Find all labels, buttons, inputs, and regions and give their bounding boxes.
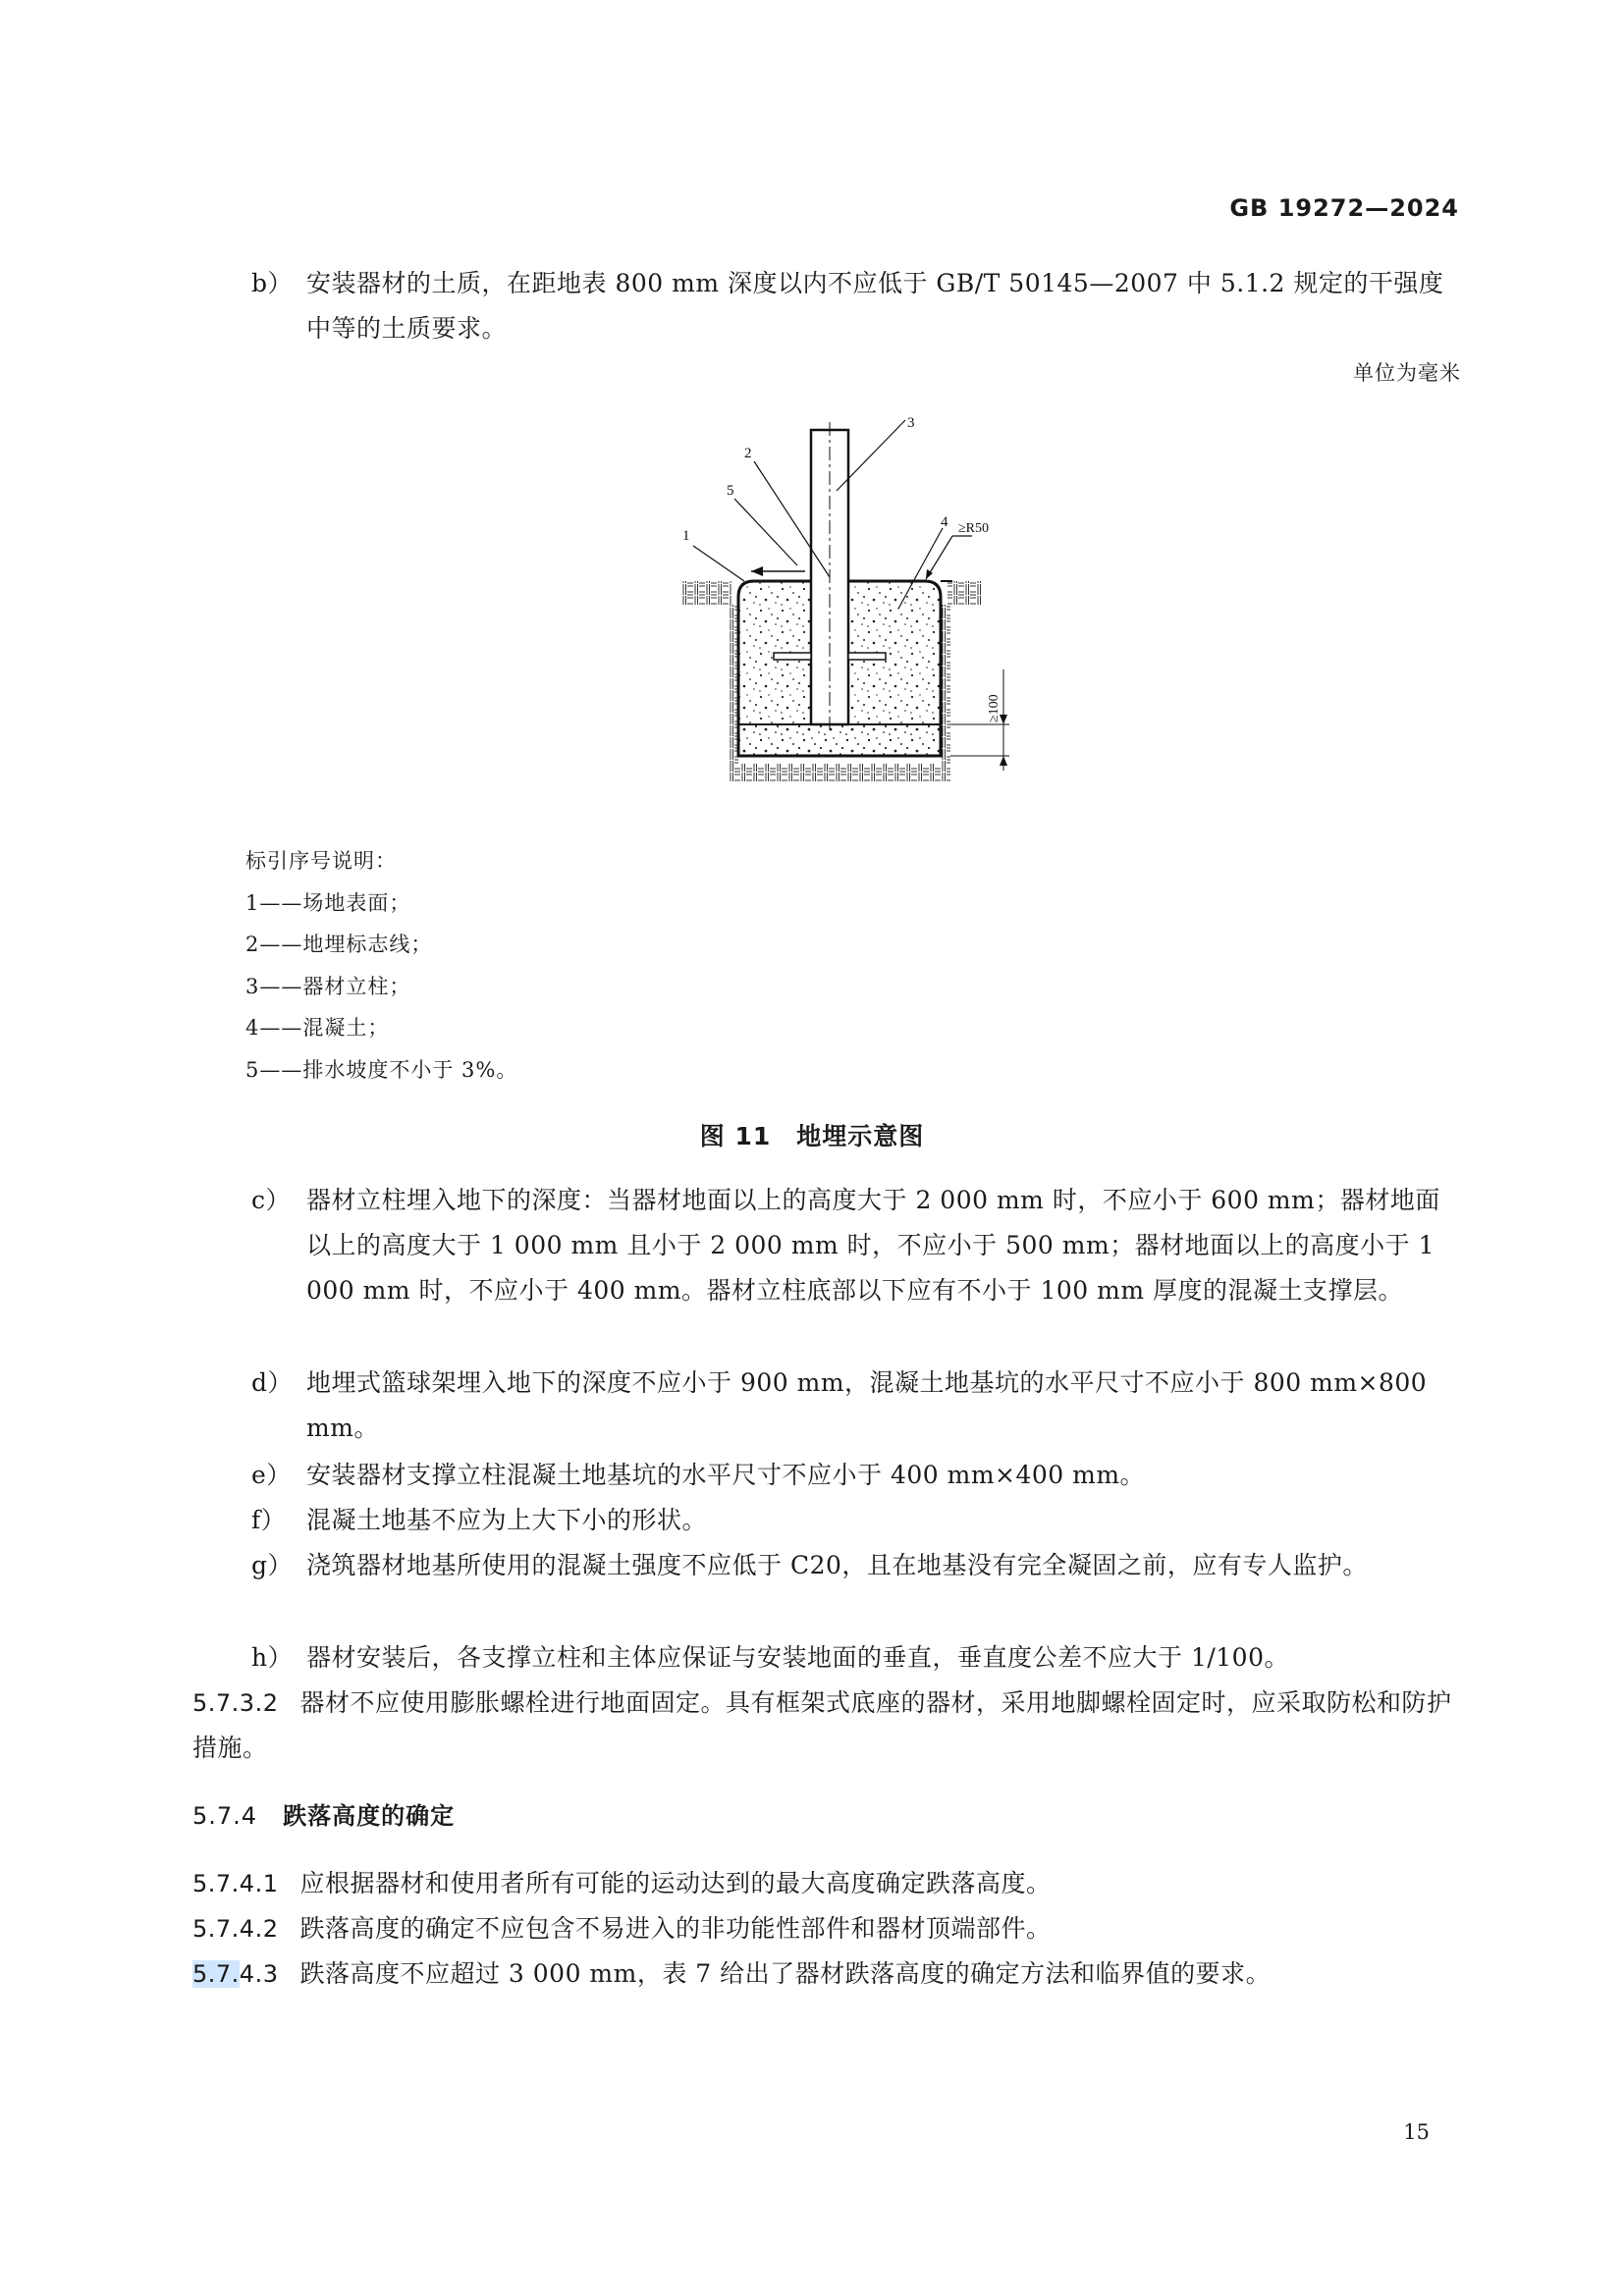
clause-number: 5.7.4.2 [192, 1915, 279, 1943]
page-number: 15 [1403, 2120, 1430, 2144]
callout-2: 2 [744, 446, 752, 461]
radius-label: ≥R50 [958, 521, 990, 536]
callout-5: 5 [727, 483, 734, 499]
clause-number: 5.7.4.1 [192, 1870, 279, 1897]
clause-5-7-3-2 [192, 1681, 1459, 1771]
item-text: 安装器材支撑立柱混凝土地基坑的水平尺寸不应小于 400 mm×400 mm。 [306, 1461, 1146, 1489]
drainage-slope-arrow [751, 566, 805, 576]
item-label: h） [251, 1643, 294, 1672]
list-item-b [251, 261, 1459, 351]
item-label: e） [251, 1461, 292, 1489]
key-item-2: 2——地埋标志线； [245, 933, 433, 956]
key-title: 标引序号说明： [245, 849, 397, 873]
callout-3: 3 [907, 415, 915, 431]
item-text: 地埋式篮球架埋入地下的深度不应小于 900 mm，混凝土地基坑的水平尺寸不应小于 800 mm×800 mm。 [306, 1368, 1428, 1442]
key-item-5: 5——排水坡度不小于 3%。 [245, 1057, 518, 1082]
item-label: f） [251, 1506, 287, 1534]
list-item-d [251, 1361, 1459, 1451]
clause-5-7-4-2 [192, 1906, 1459, 1951]
depth-label: ≥100 [987, 694, 1001, 722]
clause-5-7-4-1 [192, 1861, 1459, 1906]
clause-number: 5.7.4.3 [192, 1960, 279, 1988]
key-item-3: 3——器材立柱； [245, 974, 411, 998]
figure-caption: 图 11 地埋示意图 [699, 1122, 925, 1150]
item-text: 浇筑器材地基所使用的混凝土强度不应低于 C20，且在地基没有完全凝固之前，应有专人监护。 [306, 1551, 1368, 1579]
list-item-e [251, 1453, 1459, 1498]
item-label: d） [251, 1368, 294, 1397]
figure-key [245, 840, 517, 1091]
standard-code: GB 19272—2024 [1229, 194, 1459, 222]
key-item-1: 1——场地表面； [245, 890, 411, 915]
item-text: 器材安装后，各支撑立柱和主体应保证与安装地面的垂直，垂直度公差不应大于 1/100。 [306, 1643, 1289, 1672]
unit-note: 单位为毫米 [1353, 361, 1461, 385]
section-heading [192, 1796, 455, 1831]
item-text: 混凝土地基不应为上大下小的形状。 [306, 1506, 708, 1534]
burial-diagram [628, 412, 1041, 785]
clause-text: 器材不应使用膨胀螺栓进行地面固定。具有框架式底座的器材，采用地脚螺栓固定时，应采取防松和防护措施。 [192, 1688, 1452, 1762]
item-label: g） [251, 1551, 294, 1579]
clause-number: 5.7.3.2 [192, 1689, 279, 1717]
clause-text: 应根据器材和使用者所有可能的运动达到的最大高度确定跌落高度。 [299, 1869, 1052, 1897]
item-label: b） [251, 269, 294, 297]
list-item-c [251, 1178, 1459, 1313]
list-item-g [251, 1543, 1459, 1588]
callout-4: 4 [941, 514, 948, 530]
clause-5-7-4-3 [192, 1951, 1459, 1997]
clause-text: 跌落高度不应超过 3 000 mm，表 7 给出了器材跌落高度的确定方法和临界值的要求。 [299, 1959, 1272, 1988]
list-item-h [251, 1635, 1459, 1681]
item-text: 器材立柱埋入地下的深度：当器材地面以上的高度大于 2 000 mm 时，不应小于 600 mm；器材地面以上的高度大于 1 000 mm 且小于 2 000 mm 时，不应小于 500 mm；器材地面以上的高度小于 1 000 mm 时，不应小于 400 mm。器材立柱底部以下应有不小于 100 mm 厚度的混凝土支撑层。 [306, 1186, 1440, 1305]
section-number: 5.7.4 [192, 1802, 258, 1830]
list-item-f [251, 1498, 1459, 1543]
callout-1: 1 [682, 528, 690, 544]
key-item-4: 4——混凝土； [245, 1016, 390, 1040]
item-text: 安装器材的土质，在距地表 800 mm 深度以内不应低于 GB/T 50145—2007 中 5.1.2 规定的干强度中等的土质要求。 [306, 269, 1444, 343]
item-label: c） [251, 1186, 292, 1214]
selection-highlight: 5.7. [192, 1960, 240, 1988]
section-title: 跌落高度的确定 [283, 1802, 456, 1830]
clause-text: 跌落高度的确定不应包含不易进入的非功能性部件和器材顶端部件。 [299, 1914, 1052, 1943]
